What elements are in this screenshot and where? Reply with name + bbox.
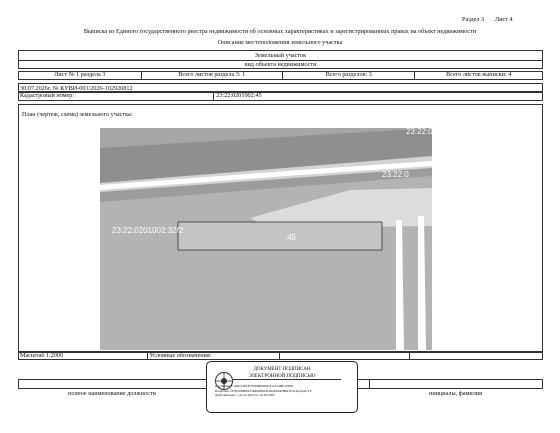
total-sections: Всего разделов: 3: [283, 72, 416, 79]
total-sheets-section: Всего листов раздела 3: 1: [142, 72, 283, 79]
position-caption: полное наименование должности: [68, 390, 156, 397]
map-label-parcel: :45: [285, 233, 297, 242]
object-name: Земельный участок: [254, 52, 307, 59]
cadastral-value: 23:22:0201002:45: [216, 92, 262, 100]
map-label-top-right: 23:22:020100: [406, 127, 455, 136]
e-signature-stamp: [206, 361, 358, 413]
stamp-valid: Действителен: с 24.12.2025 по 19.03.2027: [215, 393, 275, 398]
object-type-caption: вид объекта недвижимости: [244, 61, 317, 68]
total-sheets-extract: Всего листов выписки: 4: [446, 71, 512, 79]
sheet-label: Лист 4: [495, 16, 513, 23]
stamp-owner: Владелец: ПУБЛИЧНО-ПРАВОВАЯ КОМПАНИЯ РОСКАДАСТР: [215, 388, 312, 393]
document-subtitle: Описание местоположения земельного участка: [217, 39, 343, 46]
stamp-line-2: ЭЛЕКТРОННОЙ ПОДПИСЬЮ: [248, 374, 316, 379]
sheet-number: Лист № 1 раздела 3: [19, 72, 142, 79]
document-title: Выписка из Единого государственного реестра недвижимости об основных характеристиках и зарегистрированных правах на объект недвижимости: [83, 28, 477, 35]
record-date-number: 30.07.2026г. № КУВИ-001/2026-102920812: [20, 84, 133, 92]
plan-caption: План (чертеж, схема) земельного участка:: [22, 111, 133, 118]
stamp-line-1: ДОКУМЕНТ ПОДПИСАН: [253, 367, 311, 372]
sheets-row: [18, 71, 543, 80]
plan-map: [100, 127, 455, 350]
cadastral-label: Кадастровый номер:: [19, 93, 214, 100]
map-parcel-45: [178, 222, 382, 250]
initials-caption: инициалы, фамилия: [429, 390, 482, 397]
scale-row: [18, 352, 543, 360]
map-label-middle-right: 23:22:0: [382, 170, 409, 179]
section-label: Раздел 3: [462, 16, 485, 23]
scale-label: Масштаб 1:2000: [19, 353, 148, 359]
legend-label: Условные обозначения:: [148, 353, 281, 359]
stamp-certificate: Сертификат: 00971481879799860939331161488127865: [215, 384, 294, 388]
object-block: [18, 50, 543, 69]
map-label-left: 23:22:0201002:32/2: [112, 226, 184, 235]
cadastral-row: [18, 92, 543, 101]
record-date-row: [18, 83, 543, 92]
